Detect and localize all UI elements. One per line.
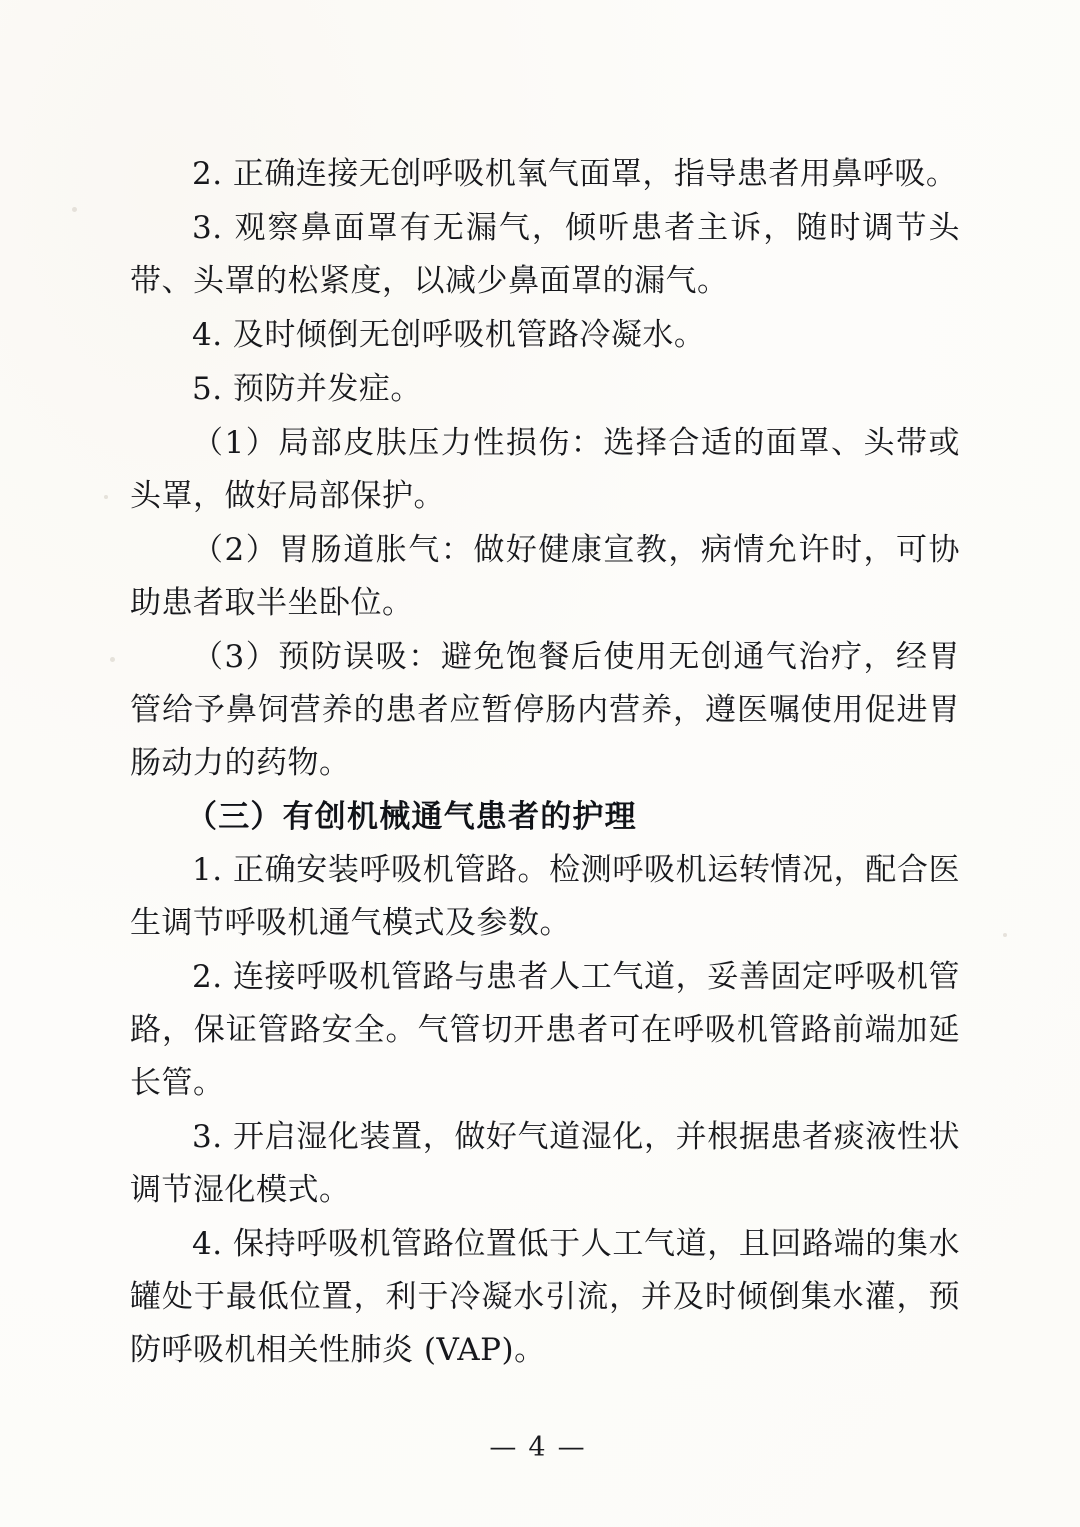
paragraph-c1: 1. 正确安装呼吸机管路。检测呼吸机运转情况，配合医生调节呼吸机通气模式及参数。 (130, 852, 960, 941)
paragraph-5-2: （2）胃肠道胀气：做好健康宣教，病情允许时，可协助患者取半坐卧位。 (130, 532, 960, 621)
page-number: 4 (528, 1432, 552, 1463)
paragraph-5: 5. 预防并发症。 (192, 371, 422, 407)
paragraph-c4: 4. 保持呼吸机管路位置低于人工气道，且回路端的集水罐处于最低位置，利于冷凝水引流，并及时倾倒集水灌，预防呼吸机相关性肺炎 (VAP)。 (130, 1226, 960, 1368)
scan-speck (110, 657, 115, 662)
paragraph-5-1: （1）局部皮肤压力性损伤：选择合适的面罩、头带或头罩，做好局部保护。 (130, 425, 960, 514)
scan-speck (1003, 933, 1007, 937)
footer-dash-right: — (557, 1432, 591, 1463)
document-body (130, 148, 960, 1378)
paragraph-c2: 2. 连接呼吸机管路与患者人工气道，妥善固定呼吸机管路，保证管路安全。气管切开患者可在呼吸机管路前端加延长管。 (130, 959, 960, 1101)
page-footer (0, 1432, 1080, 1463)
scan-speck (72, 207, 77, 212)
paragraph-c3: 3. 开启湿化装置，做好气道湿化，并根据患者痰液性状调节湿化模式。 (130, 1119, 960, 1208)
paragraph-3: 3. 观察鼻面罩有无漏气，倾听患者主诉，随时调节头带、头罩的松紧度，以减少鼻面罩的漏气。 (130, 210, 960, 299)
paragraph-5-3: （3）预防误吸：避免饱餐后使用无创通气治疗，经胃管给予鼻饲营养的患者应暂停肠内营养，遵医嘱使用促进胃肠动力的药物。 (130, 639, 960, 781)
paragraph-4: 4. 及时倾倒无创呼吸机管路冷凝水。 (192, 317, 706, 353)
footer-dash-left: — (489, 1432, 523, 1463)
scan-speck (104, 495, 108, 499)
section-heading: （三）有创机械通气患者的护理 (186, 799, 637, 835)
paragraph-2: 2. 正确连接无创呼吸机氧气面罩，指导患者用鼻呼吸。 (192, 156, 958, 192)
